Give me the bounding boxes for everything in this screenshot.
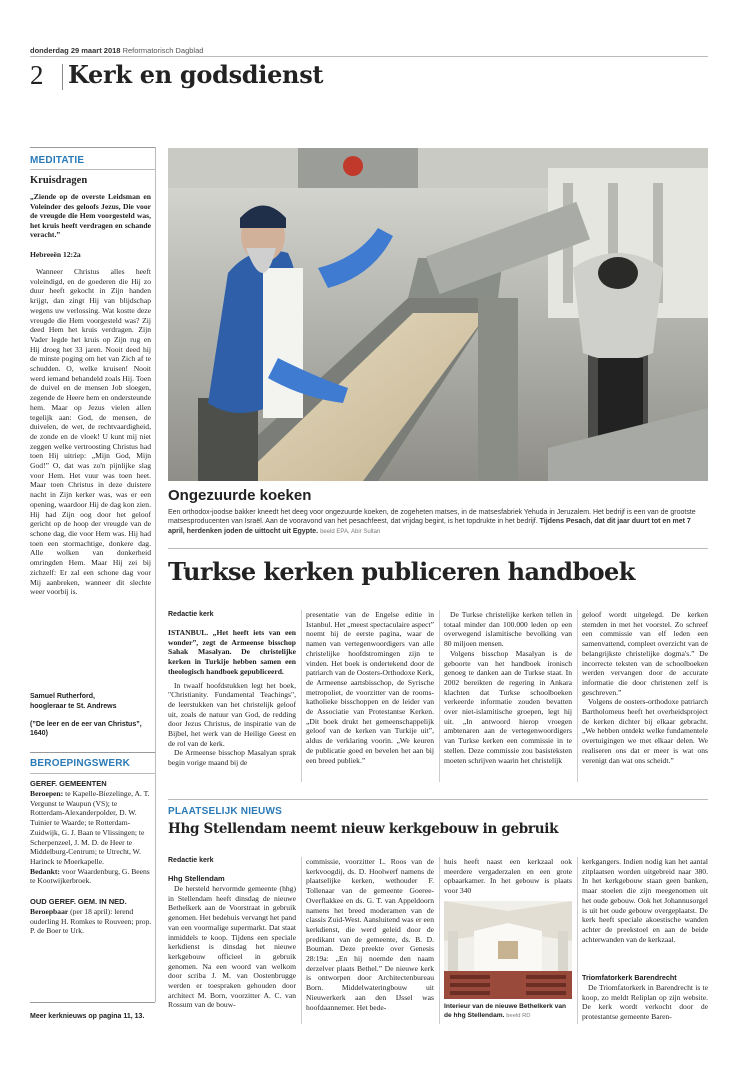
beroepbaar-label: Beroepbaar [30,907,69,916]
article2-column-1 [168,884,296,1024]
article1-column-4 [582,610,708,785]
article2-headline: Hhg Stellendam neemt nieuw kerkgebouw in gebruik [168,821,559,837]
article2-subhead-2: Triomfatorkerk Barendrecht [582,973,677,982]
article1-col-rule-2 [439,610,440,782]
article1-col4b-text: Volgens de oosters-orthodoxe patriarch Bartholomeus heeft het overheidsproject de kerken dichter bij elkaar gebracht. „We hebben ontdekt welke fundamentele overtuigingen we met elkaar delen. We realiseren ons dat er meer is wat ons verenigt dan wat ons scheidt.” [582,697,708,765]
meditatie-label: MEDITATIE [30,155,85,166]
article1-col2-text: presentatie van de Engelse editie in Istanbul. Het „meest spectaculaire aspect” noemt hij de eerste pagina, waar de namen van vertegenwoordigers van alle christelijke hoofdstromingen zijn te vinden. Het boek is ondertekend door de patriarch van de Oosters-Orthodoxe Kerk, de Armeense aartsbisschop, de Syrische metropoliet, de voorzitter van de rooms-katholieke bisschoppen en de leider van de Associatie van Protestantse Kerken. „Dit boek drukt het gemeenschappelijk geloof van de kerken van Turkije uit”, aldus de verklaring voorin. „We keuren de publicatie goed en bevelen het aan bij een breed publiek.” [306,610,434,765]
article1-col3-text: De Turkse christelijke kerken tellen in totaal minder dan 100.000 leden op een overwegend islamitische bevolking van 80 miljoen mensen. [444,610,572,649]
meditatie-author: Samuel Rutherford, [30,693,95,700]
photo-headline: Ongezuurde koeken [168,487,312,504]
article1-col3b-text: Volgens bisschop Masalyan is de geboorte van het handboek ironisch genoeg te danken aan de Turkse staat. In 2002 bereikten de regering in Ankara klachten dat Turkse schoolboeken verkeerde informatie zouden bevatten over niet-islamitische groepen, legt hij uit. „In antwoord hierop vroegen ambtenaren aan de vertegenwoordigers van Turkse kerken een commissie in te stellen. Deze commissie zou basisteksten moeten schrijven waarin het christelijk [444,648,572,765]
beroepingswerk-text-gg [30,789,152,897]
article1-lead: „Het heeft iets van een wonder”, zegt de Armeense bisschop Sahak Masalyan. De christelijke kerken in Turkije hebben samen een theologisch handboek gepubliceerd. [168,628,296,676]
meditatie-title: Kruisdragen [30,175,88,186]
photo-caption-bold: Tijdens Pesach, dat dit jaar duurt tot en met 7 april, herdenken joden de uittocht uit Egypte. [168,518,691,535]
bethelkerk-interior-illustration [444,901,572,999]
article1-col1-text: In twaalf hoofdstukken legt het boek, "Christianity. Fundamental Teachings", de leerstukken van het christelijk geloof uit, zoals de natuur van God, de redding door Jezus Christus, de inspiratie van de Bijbel, het werk van de Heilige Geest en de rol van de kerk. [168,680,296,748]
article2-col4-text: kerkgangers. Indien nodig kan het aantal zitplaatsen worden uitgebreid naar 380. In het kerkgebouw staan geen banken, maar stoelen die zijn meegenomen uit het oude gebouw. Ook het Johannusorgel is uit het oude gebouw overgeplaatst. De kerk heeft speciale akoestische wanden achter de preekstoel en aan de beide achterwanden van de kerkzaal. [582,857,708,944]
photo-credit: beeld EPA, Abir Sultan [320,528,381,535]
article2-column-4b [582,983,708,1025]
article2-col-rule-3 [577,857,578,1024]
matses-factory-photo [168,148,708,481]
article1-col1b-text: De Armeense bisschop Masalyan sprak begin vorige maand bij de [168,748,296,768]
article1-col4-text: geloof wordt uitgelegd. De kerken stemden in met het voorstel. Zo schreef een commissie van elf leden een samenvattend, compleet overzicht van de belangrijkste christelijke dogma's.” De incorrecte teksten van de schoolboeken werden vervangen door de accurate informatie die door christenen zelf is geschreven.” [582,610,708,697]
newspaper-name: Reformatorisch Dagblad [122,46,204,55]
beroepbaar-text: (per 18 april): lerend ouderling H. Romkes te Rouveen; prop. P. de Boer te Urk. [30,907,152,936]
meditatie-quote-reference: Hebreeën 12:2a [30,250,81,259]
beroepingswerk-label-rule [30,773,155,774]
meditatie-body-text: Wanneer Christus alles heeft voleindigd, en de goederen die Hij zo duur heeft gekocht in Zijn handen krijgt, dan zingt Hij van blijdschap wegens uw verlossing. Wat kostte deze vreugde die Hem voorgesteld was? Zij deed Hem het kruis verdragen. Zijn Vader legde het kruis op Zijn rug en Hij droeg het 33 jaren. Nooit deed hij de minste poging om het van Zich af te schudden. O, welke kruisen! Nooit werd iemand behandeld zoals Hij. Toen de duivel en de mensen Job sloegen, zegende de Heere hem en ondersteunde hem. Maar op Jezus vielen allen tegelijk aan: God, de mensen, de duivelen, de wet, de rechtvaardigheid, de zonde en de vloek! U kunt mij niet zeggen welke vertroosting Christus had toen Hij uitriep: „Mijn God, Mijn God!” O, dat was zo'n pijnlijke slag voor Hem. Het vuur was toen heet. Maar toen Christus in deze duistere nacht in Zijn kerker was, was er een opening, waardoor Hij de dag kon zien. Hij had Zijn oog door het geloof gericht op de hoop der vreugde van de schone dag, die voor Hem was. Hij had toen een stormachtige, donkere dag. Alle wolken van donkerheid omringden Hem. Maar Hij zei bij zichzelf: Er zal een schone dag voor Mij aanbreken, wanneer dit slechte weer voorbij is. [30,267,151,597]
article2-top-rule [168,799,708,800]
article2-col4b-text: De Triomfatorkerk in Barendrecht is te koop, zo meldt Reliplan op zijn website. De kerk wordt verkocht door de protestantse gemeente Baren- [582,983,708,1022]
beroepingswerk-label: BEROEPINGSWERK [30,758,131,769]
article1-col-rule-3 [577,610,578,782]
article1-column-2 [306,610,434,785]
article1-top-rule [168,548,708,549]
beroepen-label: Beroepen: [30,789,64,798]
sidebar-footer-rule [30,1002,155,1003]
beroepingswerk-top-rule [30,752,155,753]
meditatie-body [30,267,151,687]
section-title: Kerk en godsdienst [68,60,324,89]
photo-caption-text: Een orthodox-joodse bakker kneedt het deeg voor ongezuurde koeken, de zogeheten matses, in de matsesfabriek Yehuda in Jeruzalem. Het bedrijf is een van de grootste matsesproducenten van Israël. Aan de vooravond van het pesachfeest, dat vrijdag begint, is het topdrukte in het bedrijf. [168,509,696,526]
article1-lead-place: ISTANBUL. [168,628,209,637]
meditatie-label-rule [30,169,155,170]
article2-column-2 [306,857,434,1027]
bedankt-text: voor Waardenburg, G. Beens te Kootwijkerbroek. [30,866,150,886]
article1-headline: Turkse kerken publiceren handboek [168,557,635,586]
article2-col3-text: huis heeft naast een kerkzaal ook meerdere vergaderzalen en een grote opbaarkamer. In het gebouw is plaats voor 340 [444,857,572,896]
bedankt-label: Bedankt: [30,866,60,876]
masthead-date [30,46,203,55]
masthead-rule [30,56,708,57]
sidebar-footer: Meer kerknieuws op pagina 11, 13. [30,1013,145,1020]
matses-factory-illustration [168,148,708,481]
article2-column-4 [582,857,708,972]
beroepen-text: te Kapelle-Biezelinge, A. T. Vergunst te Waupun (VS); te Rotterdam-Alexanderpolder, D. W. Tuinier te Waarde; te Rotterdam-Zuidwijk, G. J. Baan te Vlissingen; te Scherpenzeel, J. M. D. de Heer te Middelburg-Centrum; te Utrecht, W. Harinck te Moerkapelle. [30,789,150,866]
bethelkerk-caption-text: Interieur van de nieuwe Bethelkerk van de hhg Stellendam. [444,1003,567,1019]
article2-subhead: Hhg Stellendam [168,874,225,883]
article2-col2-text: commissie, voorzitter L. Roos van de kerkvoogdij, ds. D. Hoolwerf namens de plaatselijke kerken, wethouder F. Tollenaar van de gemeente Goeree-Overflakkee en ds. G. T. van Appeldoorn namens het breed moderamen van de classis Zuid-West. Aansluitend was er een kerkdienst, die werd geleid door de predikant van de gemeente, ds. B. D. Bouman. Deze preekte over Genesis 28:19a: „En hij noemde den naam derzelver plaats Bethel.” De nieuwe kerk is ontworpen door Architectenbureau Born. Middelwateringbouw uit Nieuwerkerk aan den IJssel was hoofdaannemer. Het bede- [306,857,434,1012]
article1-column-1 [168,628,296,778]
photo-caption [168,508,708,537]
sidebar-top-rule [30,147,155,148]
page-number-divider [62,64,63,90]
article2-col-rule-2 [439,857,440,1024]
meditatie-quote-text: „Ziende op de overste Leidsman en Voleinder des geloofs Jezus, Die voor de vreugde die Hem voorgesteld was, het kruis heeft verdragen en schande veracht.” [30,192,151,240]
article2-col1-text: De hersteld hervormde gemeente (hhg) in Stellendam heeft dinsdag de nieuwe Bethelkerk aan de Voorstraat in gebruik genomen. Het bedehuis vervangt het pand van een voormalige supermarkt. Dat staat inmiddels te koop. Tijdens een speciale kerkdienst is dinsdag het nieuwe kerkgebouw officieel in gebruik genomen. Na een woord van welkom door scriba J. M. van Oostenbrugge werden er toespraken gehouden door architect M. Born, voorzitter A. C. van Rossum van de bouw- [168,884,296,1010]
bethelkerk-photo-credit: beeld RD [506,1012,531,1019]
beroepingswerk-heading-ogg: OUD GEREF. GEM. IN NED. [30,897,127,906]
page-number: 2 [30,60,44,90]
article1-column-3 [444,610,572,785]
plaatselijk-nieuws-label: PLAATSELIJK NIEUWS [168,806,282,817]
beroepingswerk-text-ogg [30,907,152,947]
article2-column-3 [444,857,572,897]
bethelkerk-photo-caption [444,1003,574,1020]
bethelkerk-interior-photo [444,901,572,999]
article2-col-rule-1 [301,857,302,1024]
meditatie-quote-ref [30,250,151,262]
article1-byline: Redactie kerk [168,611,214,618]
article1-col-rule-1 [301,610,302,782]
article2-byline: Redactie kerk [168,857,214,864]
beroepingswerk-heading-gg: GEREF. GEMEENTEN [30,779,107,788]
meditatie-source: (”De leer en de eer van Christus”, 1640) [30,721,142,737]
issue-date: donderdag 29 maart 2018 [30,46,121,55]
meditatie-author-role: hoogleraar te St. Andrews [30,703,117,710]
sidebar-right-rule [155,147,156,1002]
